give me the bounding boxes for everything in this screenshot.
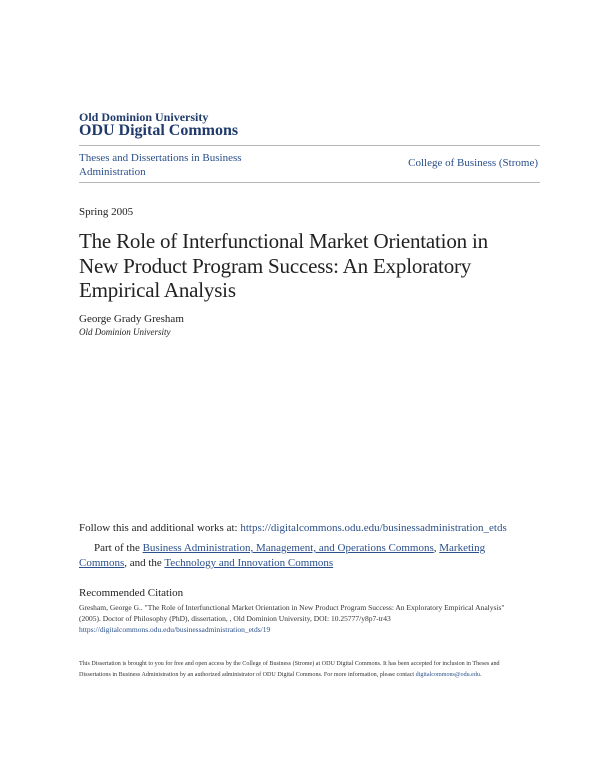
- commons-link-technology[interactable]: Technology and Innovation Commons: [164, 557, 334, 569]
- citation-text: Gresham, George G.. "The Role of Interfunctional Market Orientation in New Product Program Success: An Exploratory Empirical Analysis" (2005). Doctor of Philosophy (PhD), dissertation, , Old Dominion University, DOI: 10.25777/y8p7-tr43: [79, 603, 505, 623]
- access-disclaimer: [79, 659, 524, 680]
- collection-link-college[interactable]: College of Business (Strome): [408, 157, 538, 169]
- collection-link-theses[interactable]: Theses and Dissertations in Business Administration: [79, 152, 242, 178]
- university-name: Old Dominion University: [79, 110, 209, 124]
- commons-link-business[interactable]: Business Administration, Management, and Operations Commons: [142, 542, 434, 554]
- disclaimer-end: .: [479, 671, 482, 678]
- part-of-line: [79, 541, 519, 571]
- part-of-separator: ,: [433, 542, 440, 554]
- divider-bottom: [79, 182, 540, 183]
- citation-block: [79, 602, 519, 635]
- repository-link[interactable]: ODU Digital Commons: [79, 122, 239, 139]
- follow-prefix: Follow this and additional works at:: [79, 522, 241, 534]
- commons-link-marketing[interactable]: Marketing Commons: [79, 542, 486, 569]
- publication-date: Spring 2005: [79, 206, 134, 218]
- follow-url-link[interactable]: https://digitalcommons.odu.edu/businessadministration_etds: [240, 522, 507, 534]
- disclaimer-text: This Dissertation is brought to you for free and open access by the College of Business (Strome) at ODU Digital Commons. It has been accepted for inclusion in Theses and Dissertations in Business Administration by an authorized administrator of ODU Digital Commons. For more information, please contact: [79, 661, 500, 678]
- part-of-prefix: Part of the: [94, 542, 143, 554]
- paper-title: The Role of Interfunctional Market Orientation in New Product Program Success: An Exploratory Empirical Analysis: [79, 229, 488, 302]
- contact-email-link[interactable]: digitalcommons@odu.edu: [415, 671, 480, 678]
- follow-line: [79, 522, 549, 534]
- divider-top: [79, 145, 540, 146]
- citation-heading: Recommended Citation: [79, 587, 184, 599]
- citation-url-link[interactable]: https://digitalcommons.odu.edu/businessadministration_etds/19: [79, 625, 271, 634]
- author-name: George Grady Gresham: [79, 313, 184, 325]
- author-affiliation: Old Dominion University: [79, 327, 171, 337]
- part-of-middle: , and the: [124, 557, 165, 569]
